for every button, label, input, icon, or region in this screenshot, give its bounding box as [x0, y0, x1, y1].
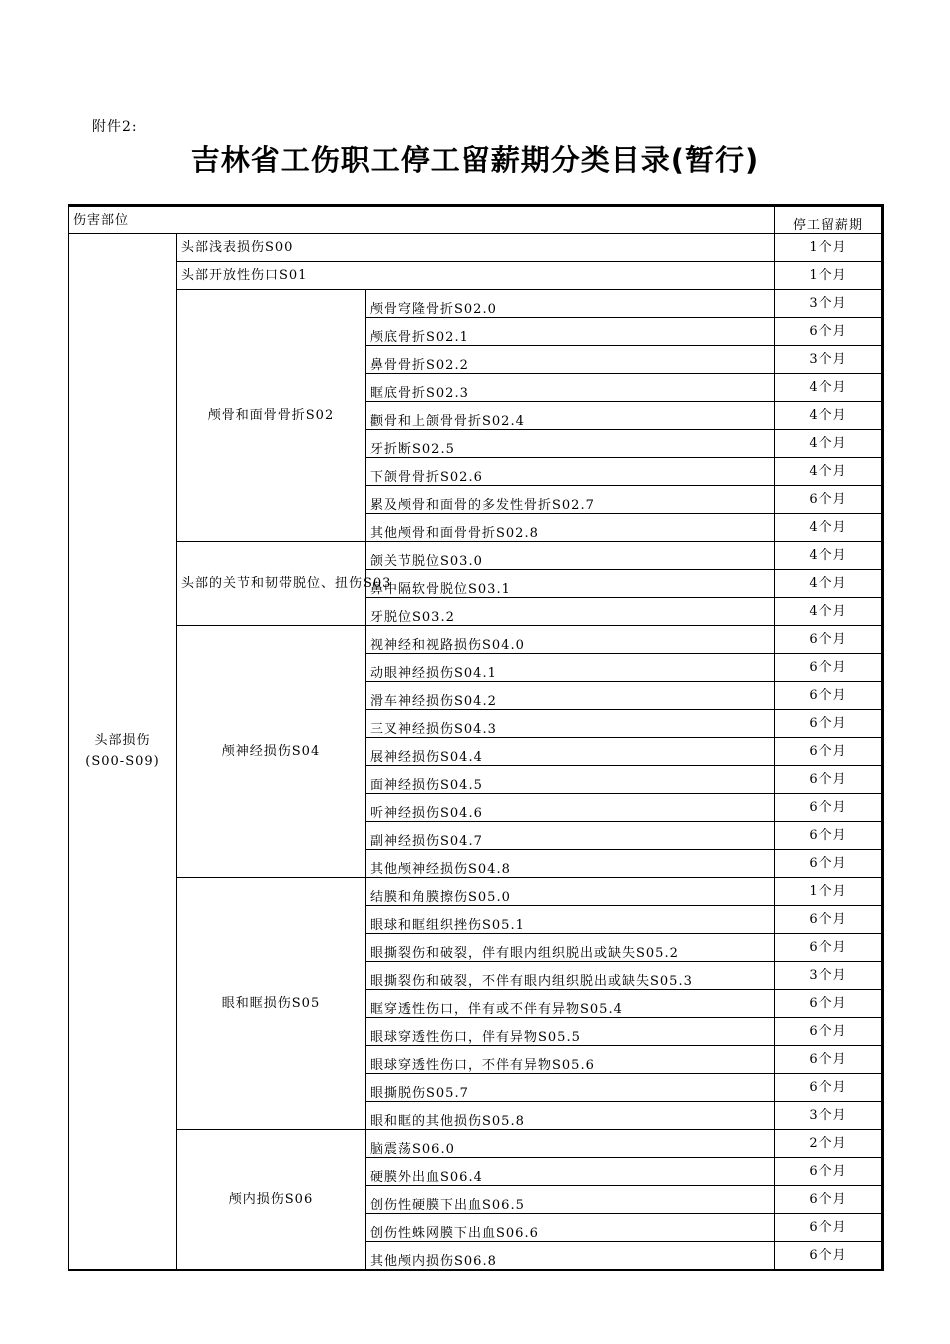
injury-subtype: 眶穿透性伤口，伴有或不伴有异物S05.4	[366, 990, 775, 1018]
injury-label: 头部浅表损伤S00	[177, 234, 775, 262]
duration-value: 3个月	[775, 962, 883, 990]
header-injury-site: 伤害部位	[69, 206, 775, 234]
duration-value: 3个月	[775, 290, 883, 318]
injury-label: 头部开放性伤口S01	[177, 262, 775, 290]
injury-subtype: 下颌骨骨折S02.6	[366, 458, 775, 486]
injury-subtype: 眼撕裂伤和破裂，伴有眼内组织脱出或缺失S05.2	[366, 934, 775, 962]
duration-value: 4个月	[775, 598, 883, 626]
duration-value: 6个月	[775, 990, 883, 1018]
leave-period-table	[68, 204, 884, 1271]
duration-value: 6个月	[775, 766, 883, 794]
injury-category: 颅神经损伤S04	[177, 626, 366, 878]
duration-value: 6个月	[775, 626, 883, 654]
duration-value: 4个月	[775, 430, 883, 458]
injury-subtype: 面神经损伤S04.5	[366, 766, 775, 794]
injury-subtype: 其他颅神经损伤S04.8	[366, 850, 775, 878]
injury-subtype: 牙折断S02.5	[366, 430, 775, 458]
duration-value: 6个月	[775, 1158, 883, 1186]
injury-subtype: 硬膜外出血S06.4	[366, 1158, 775, 1186]
body-region-cell	[69, 234, 177, 1270]
injury-subtype: 眶底骨折S02.3	[366, 374, 775, 402]
duration-value: 3个月	[775, 346, 883, 374]
injury-subtype: 颌关节脱位S03.0	[366, 542, 775, 570]
header-duration: 停工留薪期	[775, 206, 883, 234]
table-row	[69, 262, 883, 290]
duration-value: 4个月	[775, 374, 883, 402]
injury-subtype: 颅底骨折S02.1	[366, 318, 775, 346]
injury-subtype: 眼撕脱伤S05.7	[366, 1074, 775, 1102]
duration-value: 6个月	[775, 1018, 883, 1046]
duration-value: 6个月	[775, 654, 883, 682]
duration-value: 6个月	[775, 318, 883, 346]
injury-subtype: 创伤性蛛网膜下出血S06.6	[366, 1214, 775, 1242]
injury-subtype: 颅骨穹隆骨折S02.0	[366, 290, 775, 318]
injury-subtype: 眼球穿透性伤口，不伴有异物S05.6	[366, 1046, 775, 1074]
injury-subtype: 鼻中隔软骨脱位S03.1	[366, 570, 775, 598]
duration-value: 4个月	[775, 402, 883, 430]
injury-subtype: 眼撕裂伤和破裂，不伴有眼内组织脱出或缺失S05.3	[366, 962, 775, 990]
injury-subtype: 其他颅骨和面骨骨折S02.8	[366, 514, 775, 542]
duration-value: 3个月	[775, 1102, 883, 1130]
duration-value: 6个月	[775, 1046, 883, 1074]
injury-subtype: 结膜和角膜擦伤S05.0	[366, 878, 775, 906]
duration-value: 6个月	[775, 1242, 883, 1270]
duration-value: 1个月	[775, 262, 883, 290]
duration-value: 6个月	[775, 1186, 883, 1214]
duration-value: 6个月	[775, 822, 883, 850]
table-row	[69, 878, 883, 906]
duration-value: 1个月	[775, 234, 883, 262]
duration-value: 6个月	[775, 906, 883, 934]
injury-subtype: 创伤性硬膜下出血S06.5	[366, 1186, 775, 1214]
table-row	[69, 626, 883, 654]
injury-subtype: 展神经损伤S04.4	[366, 738, 775, 766]
duration-value: 6个月	[775, 1074, 883, 1102]
duration-value: 4个月	[775, 570, 883, 598]
table-header-row	[69, 206, 883, 234]
table-row	[69, 234, 883, 262]
injury-subtype: 眼球穿透性伤口，伴有异物S05.5	[366, 1018, 775, 1046]
injury-category: 头部的关节和韧带脱位、扭伤S03	[177, 542, 366, 626]
body-region-name: 头部损伤	[94, 733, 151, 749]
duration-value: 6个月	[775, 738, 883, 766]
duration-value: 6个月	[775, 710, 883, 738]
body-region-code: (S00-S09)	[85, 754, 160, 770]
injury-category: 颅内损伤S06	[177, 1130, 366, 1270]
duration-value: 4个月	[775, 514, 883, 542]
injury-category: 眼和眶损伤S05	[177, 878, 366, 1130]
duration-value: 6个月	[775, 850, 883, 878]
duration-value: 6个月	[775, 934, 883, 962]
duration-value: 4个月	[775, 542, 883, 570]
injury-subtype: 牙脱位S03.2	[366, 598, 775, 626]
injury-category: 颅骨和面骨骨折S02	[177, 290, 366, 542]
duration-value: 6个月	[775, 486, 883, 514]
injury-subtype: 颧骨和上颌骨骨折S02.4	[366, 402, 775, 430]
attachment-label: 附件2:	[92, 119, 138, 135]
page-title: 吉林省工伤职工停工留薪期分类目录(暂行)	[190, 143, 760, 177]
injury-subtype: 鼻骨骨折S02.2	[366, 346, 775, 374]
table-row	[69, 1130, 883, 1158]
duration-value: 6个月	[775, 794, 883, 822]
table-row	[69, 290, 883, 318]
duration-value: 1个月	[775, 878, 883, 906]
injury-subtype: 累及颅骨和面骨的多发性骨折S02.7	[366, 486, 775, 514]
injury-subtype: 脑震荡S06.0	[366, 1130, 775, 1158]
injury-subtype: 眼球和眶组织挫伤S05.1	[366, 906, 775, 934]
injury-subtype: 副神经损伤S04.7	[366, 822, 775, 850]
duration-value: 6个月	[775, 1214, 883, 1242]
duration-value: 2个月	[775, 1130, 883, 1158]
injury-subtype: 视神经和视路损伤S04.0	[366, 626, 775, 654]
duration-value: 4个月	[775, 458, 883, 486]
injury-subtype: 眼和眶的其他损伤S05.8	[366, 1102, 775, 1130]
injury-subtype: 滑车神经损伤S04.2	[366, 682, 775, 710]
duration-value: 6个月	[775, 682, 883, 710]
injury-subtype: 动眼神经损伤S04.1	[366, 654, 775, 682]
injury-subtype: 三叉神经损伤S04.3	[366, 710, 775, 738]
injury-subtype: 其他颅内损伤S06.8	[366, 1242, 775, 1270]
table-row	[69, 542, 883, 570]
injury-subtype: 听神经损伤S04.6	[366, 794, 775, 822]
